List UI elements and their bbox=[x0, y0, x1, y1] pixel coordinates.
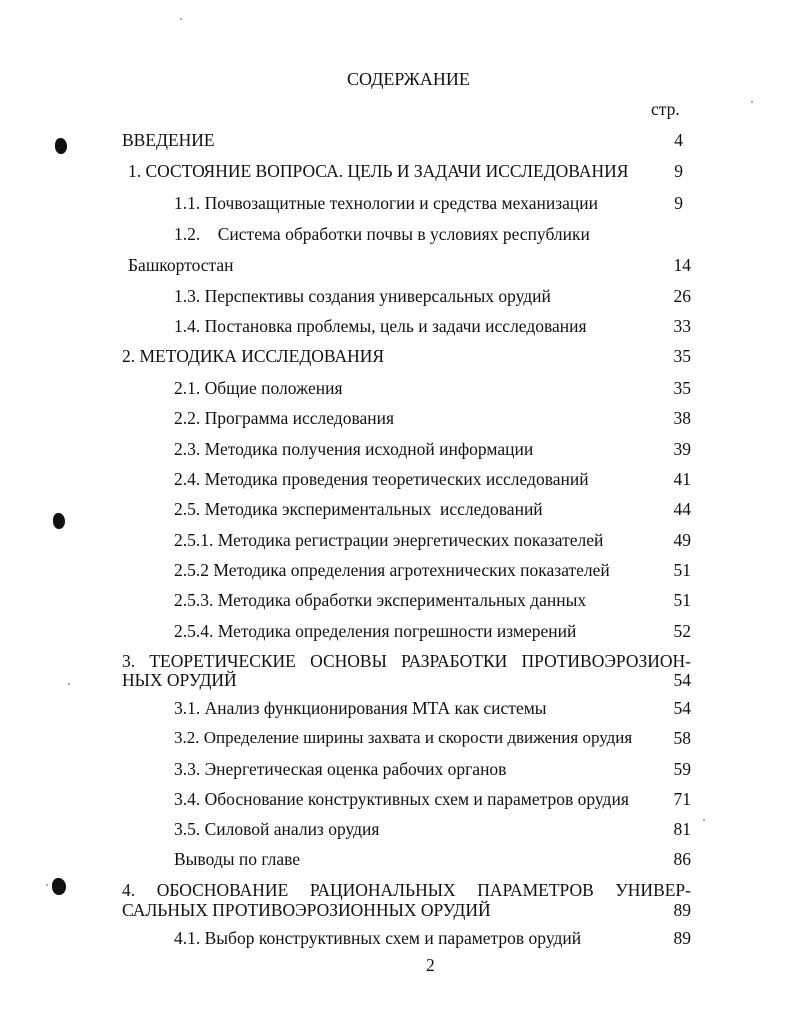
binder-hole-mark bbox=[53, 513, 65, 529]
toc-page-number: 81 bbox=[673, 819, 691, 839]
toc-page-number: 9 bbox=[674, 161, 683, 181]
toc-section-3-4: 3.4. Обоснование конструктивных схем и параметров орудия bbox=[174, 789, 629, 809]
toc-chapter-1: 1. СОСТОЯНИЕ ВОПРОСА. ЦЕЛЬ И ЗАДАЧИ ИССЛЕДОВАНИЯ bbox=[128, 161, 629, 181]
toc-page-number: 51 bbox=[673, 590, 691, 610]
toc-conclusions: Выводы по главе bbox=[174, 849, 301, 869]
toc-chapter-3: 3. ТЕОРЕТИЧЕСКИЕ ОСНОВЫ РАЗРАБОТКИ ПРОТИВОЭРОЗИОН- bbox=[122, 651, 691, 671]
toc-section-1-2-cont: Башкортостан bbox=[128, 255, 234, 275]
toc-page-number: 9 bbox=[674, 193, 683, 213]
toc-page-number: 89 bbox=[673, 900, 691, 920]
toc-section-1-1: 1.1. Почвозащитные технологии и средства механизации bbox=[174, 193, 598, 213]
binder-hole-mark bbox=[52, 878, 66, 895]
toc-page-number: 58 bbox=[673, 728, 691, 748]
toc-page-number: 89 bbox=[673, 928, 691, 948]
toc-section-2-5-4: 2.5.4. Методика определения погрешности измерений bbox=[174, 621, 577, 641]
toc-section-2-2: 2.2. Программа исследования bbox=[174, 408, 395, 428]
toc-page-number: 33 bbox=[673, 316, 691, 336]
toc-chapter-2: 2. МЕТОДИКА ИССЛЕДОВАНИЯ bbox=[122, 346, 385, 366]
page-column-label: стр. bbox=[651, 99, 680, 119]
toc-section-2-5: 2.5. Методика экспериментальных исследований bbox=[174, 499, 543, 519]
toc-page-number: 52 bbox=[673, 621, 691, 641]
scan-speck bbox=[180, 18, 182, 20]
toc-page-number: 49 bbox=[673, 530, 691, 550]
toc-section-2-5-2: 2.5.2 Методика определения агротехнических показателей bbox=[174, 560, 610, 580]
toc-page-number: 41 bbox=[673, 469, 691, 489]
toc-page-number: 39 bbox=[673, 439, 691, 459]
toc-entry-introduction: ВВЕДЕНИЕ bbox=[122, 130, 215, 150]
scan-speck bbox=[46, 884, 48, 886]
toc-page-number: 14 bbox=[673, 255, 691, 275]
toc-page-number: 4 bbox=[674, 130, 683, 150]
toc-page-number: 26 bbox=[673, 286, 691, 306]
toc-page-number: 71 bbox=[673, 789, 691, 809]
toc-page-number: 44 bbox=[673, 499, 691, 519]
toc-section-3-1: 3.1. Анализ функционирования МТА как системы bbox=[174, 698, 547, 718]
toc-page-number: 86 bbox=[673, 849, 691, 869]
scan-speck bbox=[68, 683, 70, 685]
scan-speck bbox=[751, 101, 753, 103]
toc-chapter-4: 4. ОБОСНОВАНИЕ РАЦИОНАЛЬНЫХ ПАРАМЕТРОВ УНИВЕР- bbox=[122, 880, 691, 900]
toc-section-2-3: 2.3. Методика получения исходной информации bbox=[174, 439, 534, 459]
toc-section-2-5-3: 2.5.3. Методика обработки экспериментальных данных bbox=[174, 590, 587, 610]
toc-section-2-1: 2.1. Общие положения bbox=[174, 378, 343, 398]
toc-page-number: 35 bbox=[673, 378, 691, 398]
toc-page-number: 54 bbox=[673, 698, 691, 718]
toc-section-3-5: 3.5. Силовой анализ орудия bbox=[174, 819, 380, 839]
toc-section-3-2: 3.2. Определение ширины захвата и скорости движения орудия bbox=[174, 728, 633, 747]
toc-section-2-5-1: 2.5.1. Методика регистрации энергетических показателей bbox=[174, 530, 604, 550]
toc-section-1-2: 1.2. Система обработки почвы в условиях республики bbox=[174, 224, 590, 244]
toc-page-number: 51 bbox=[673, 560, 691, 580]
toc-page-number: 54 bbox=[673, 670, 691, 690]
binder-hole-mark bbox=[55, 138, 67, 154]
page-number: 2 bbox=[426, 955, 435, 975]
page-title: СОДЕРЖАНИЕ bbox=[347, 69, 470, 89]
toc-page-number: 59 bbox=[673, 759, 691, 779]
toc-chapter-4-cont: САЛЬНЫХ ПРОТИВОЭРОЗИОННЫХ ОРУДИЙ bbox=[122, 900, 491, 920]
toc-section-2-4: 2.4. Методика проведения теоретических исследований bbox=[174, 469, 589, 489]
toc-chapter-3-cont: НЫХ ОРУДИЙ bbox=[122, 670, 237, 690]
toc-section-1-3: 1.3. Перспективы создания универсальных орудий bbox=[174, 286, 551, 306]
scan-speck bbox=[703, 819, 705, 821]
toc-section-3-3: 3.3. Энергетическая оценка рабочих органов bbox=[174, 759, 507, 779]
toc-section-1-4: 1.4. Постановка проблемы, цель и задачи исследования bbox=[174, 316, 587, 336]
toc-page-number: 38 bbox=[673, 408, 691, 428]
toc-section-4-1: 4.1. Выбор конструктивных схем и параметров орудий bbox=[174, 928, 582, 948]
toc-page-number: 35 bbox=[673, 346, 691, 366]
